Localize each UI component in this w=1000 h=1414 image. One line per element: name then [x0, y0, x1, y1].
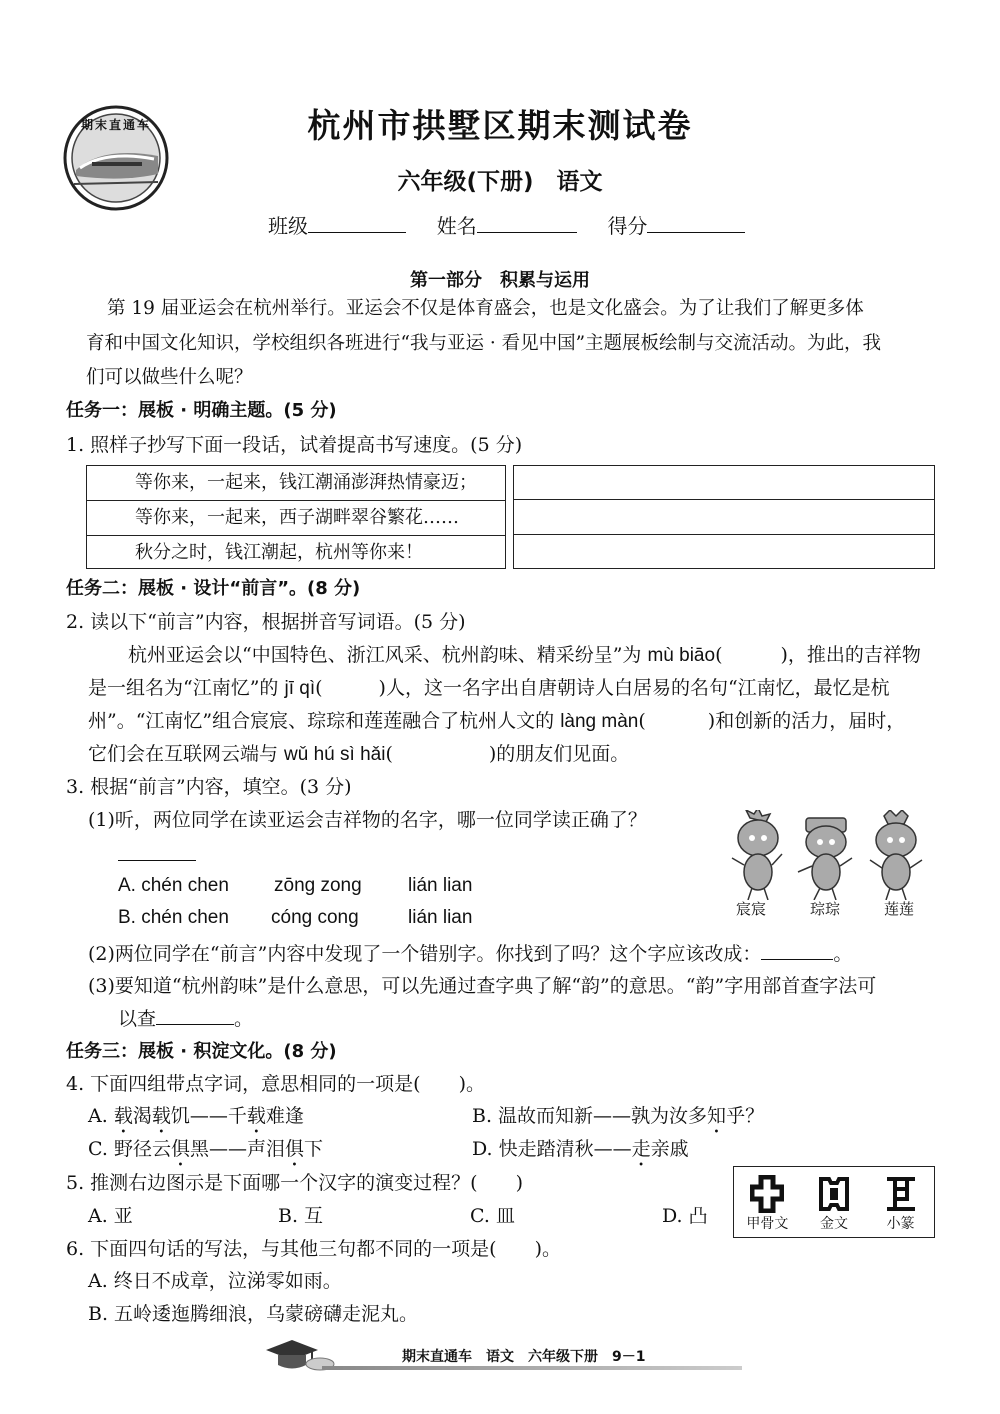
- question-3-3a: (3)要知道“杭州韵味”是什么意思，可以先通过查字典了解“韵”的意思。“韵”字用部首查字法可: [88, 975, 877, 997]
- page-subtitle: 六年级(下册) 语文: [397, 169, 603, 195]
- name-input[interactable]: [477, 214, 577, 233]
- sample-line-1: 等你来，一起来，钱江潮涌澎湃热情豪迈；: [87, 466, 505, 501]
- question-1: 1. 照样子抄写下面一段话，试着提高书写速度。(5 分): [66, 434, 523, 456]
- score-label: 得分: [607, 214, 648, 238]
- footer-bar: [262, 1334, 742, 1374]
- sample-line-3: 秋分之时，钱江潮起，杭州等你来！: [135, 542, 423, 563]
- mascot-label-lianlian: 莲莲: [884, 900, 915, 918]
- answer-line-2[interactable]: [514, 500, 934, 534]
- q4-option-c[interactable]: C. 野径云俱黑——声泪俱下: [88, 1138, 324, 1160]
- q4-option-b[interactable]: B. 温故而知新——孰为汝多知乎？: [472, 1105, 765, 1127]
- part-heading: 第一部分 积累与运用: [410, 270, 590, 291]
- task2-title: 任务二：展板 · 设计“前言”。(8 分): [66, 578, 361, 599]
- option-b[interactable]: B. chén chen cóng cong lián lian: [118, 907, 473, 928]
- pinyin-wuhusihai: wǔ hú sì hǎi: [284, 744, 386, 765]
- evolution-bronze: 金文: [801, 1167, 868, 1237]
- passage-line-1: 杭州亚运会以“中国特色、浙江风采、杭州韵味、精采纷呈”为 mù biāo( )，推出的吉祥物: [128, 644, 921, 666]
- mascot-label-congcong: 琮琮: [810, 900, 841, 918]
- q5-option-a[interactable]: A. 亚: [88, 1205, 133, 1227]
- q6-option-a[interactable]: A. 终日不成章，泣涕零如雨。: [88, 1270, 342, 1292]
- passage-line-4: 它们会在互联网云端与 wǔ hú sì hǎi( )的朋友们见面。: [88, 743, 630, 765]
- logo-text: 期末直通车: [80, 118, 151, 132]
- question-3-3b: 以查 。: [118, 1008, 254, 1030]
- q5-option-d[interactable]: D. 凸: [662, 1205, 708, 1227]
- evolution-oracle: 甲骨文: [734, 1167, 801, 1237]
- task3-title: 任务三：展板 · 积淀文化。(8 分): [66, 1041, 337, 1062]
- option-a[interactable]: A. chén chen zōng zong lián lian: [118, 875, 473, 896]
- answer-blank-3-1[interactable]: [118, 860, 196, 861]
- question-5: 5. 推测右边图示是下面哪一个汉字的演变过程？( ): [66, 1172, 523, 1194]
- mascot-group: [724, 810, 934, 920]
- question-6: 6. 下面四句话的写法，与其他三句都不同的一项是( )。: [66, 1238, 561, 1260]
- score-input[interactable]: [647, 214, 745, 233]
- answer-blank-3-2[interactable]: [761, 941, 833, 960]
- mascot-illustration-icon: [724, 810, 934, 900]
- bronze-glyph-icon: [817, 1175, 851, 1213]
- question-4: 4. 下面四组带点字词，意思相同的一项是( )。: [66, 1073, 485, 1095]
- intro-line-3: 们可以做些什么呢？: [86, 367, 253, 388]
- q4-option-a[interactable]: A. 载渴载饥——千载难逢: [88, 1105, 304, 1127]
- answer-line-3[interactable]: [514, 535, 934, 568]
- intro-line-2: 育和中国文化知识，学校组织各班进行“我与亚运 · 看见中国”主题展板绘制与交流活动。为此，我: [86, 333, 882, 354]
- class-input[interactable]: [308, 214, 406, 233]
- sample-line-2: 等你来，一起来，西子湖畔翠谷繁花……: [87, 501, 505, 536]
- question-2: 2. 读以下“前言”内容，根据拼音写词语。(5 分): [66, 611, 466, 633]
- evolution-seal: 小篆: [867, 1167, 934, 1237]
- answer-line-1[interactable]: [514, 466, 934, 500]
- info-fields: [268, 214, 745, 238]
- q5-option-c[interactable]: C. 皿: [470, 1205, 515, 1227]
- pinyin-mubiao: mù biāo: [647, 645, 716, 666]
- passage-line-3: 州”。“江南忆”组合宸宸、琮琮和莲莲融合了杭州人文的 làng màn( )和创新的活力，届时，: [88, 710, 906, 732]
- passage-line-2: 是一组名为“江南忆”的 jī qì( )人，这一名字出自唐朝诗人白居易的名句“江南忆，最忆是杭: [88, 677, 890, 699]
- pinyin-langman: làng màn: [560, 711, 639, 732]
- page-title: 杭州市拱墅区期末测试卷: [307, 106, 693, 145]
- question-3-1: (1)听，两位同学在读亚运会吉祥物的名字，哪一位同学读正确了？: [88, 809, 647, 831]
- pinyin-jiqi: jī qì: [284, 678, 316, 699]
- name-label: 姓名: [436, 214, 477, 238]
- footer-text: 期末直通车 语文 六年级下册 9－1: [402, 1349, 646, 1365]
- class-label: 班级: [268, 214, 308, 238]
- copy-sample-box: [86, 465, 506, 569]
- q5-option-b[interactable]: B. 互: [278, 1205, 324, 1227]
- task1-title: 任务一：展板 · 明确主题。(5 分): [66, 400, 337, 421]
- answer-blank-3-3[interactable]: [156, 1006, 234, 1025]
- question-3-2: (2)两位同学在“前言”内容中发现了一个错别字。你找到了吗？这个字应该改成： 。: [88, 943, 853, 965]
- character-evolution-box: [733, 1166, 935, 1238]
- copy-answer-box[interactable]: [513, 465, 935, 569]
- q6-option-b[interactable]: B. 五岭逶迤腾细浪，乌蒙磅礴走泥丸。: [88, 1303, 419, 1325]
- footer-line: [322, 1366, 742, 1370]
- mascot-label-chenchen: 宸宸: [736, 900, 767, 918]
- q4-option-d[interactable]: D. 快走踏清秋——走亲戚: [472, 1138, 689, 1160]
- seal-glyph-icon: [884, 1175, 918, 1213]
- intro-line-1: 第 19 届亚运会在杭州举行。亚运会不仅是体育盛会，也是文化盛会。为了让我们了解更多体: [107, 298, 864, 319]
- oracle-glyph-icon: [750, 1175, 784, 1213]
- question-3: 3. 根据“前言”内容，填空。(3 分): [66, 776, 352, 798]
